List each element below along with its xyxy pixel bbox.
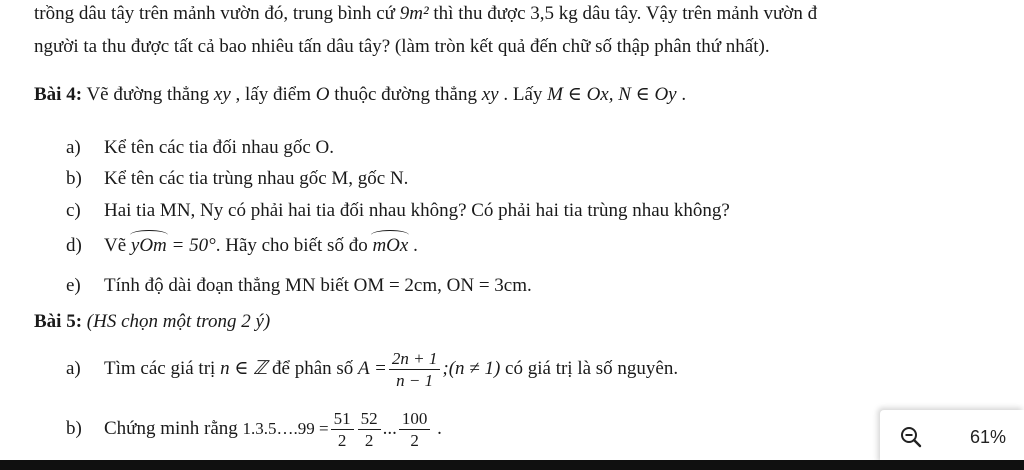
fraction-denominator: 2: [337, 431, 347, 451]
bai5-label: Bài 5:: [34, 311, 83, 332]
item-text: Chứng minh rằng: [104, 418, 243, 439]
fraction-a-label: A =: [358, 358, 387, 379]
zoom-level[interactable]: 61%: [970, 427, 1007, 447]
line-xy: xy: [213, 84, 231, 105]
fraction-denominator: n − 1: [396, 371, 434, 391]
bai5-item-a: [66, 346, 678, 392]
odd-product: 1.3.5….99 =: [242, 419, 329, 438]
fraction-numerator: 2n + 1: [389, 350, 440, 370]
angle-mox: mOx: [372, 235, 409, 256]
intro-text-end: thì thu được 3,5 kg dâu tây. Vậy trên mảnh vườn đ: [428, 3, 818, 24]
fraction-denominator: 2: [410, 431, 419, 451]
item-text: Kể tên các tia trùng nhau gốc M, gốc N.: [104, 168, 409, 189]
condition-m-n: M ∈ Ox, N ∈ Oy: [547, 84, 677, 105]
item-text: Tìm các giá trị: [104, 358, 221, 379]
intro-line-1: [34, 3, 817, 25]
item-text: . Hãy cho biết số đo: [215, 235, 373, 256]
fraction-a: [389, 350, 440, 389]
item-text: .: [408, 235, 418, 256]
item-letter: b): [66, 418, 82, 439]
line-xy: xy: [481, 84, 499, 105]
bottom-bar: [0, 460, 1024, 470]
item-letter: a): [66, 137, 81, 158]
fraction-52-2: [358, 410, 381, 449]
fraction-numerator: 100: [399, 410, 431, 430]
bai4-text: . Lấy: [498, 84, 548, 105]
item-text: .: [432, 418, 442, 439]
bai4-item-d: [66, 235, 418, 257]
angle-yom: yOm: [130, 235, 167, 256]
zoom-out-icon[interactable]: [900, 426, 922, 448]
item-letter: a): [66, 358, 81, 379]
area-unit: 9m²: [399, 3, 429, 24]
item-text: có giá trị là số nguyên.: [500, 358, 679, 379]
intro-text: trồng dâu tây trên mảnh vườn đó, trung bình cứ: [34, 3, 400, 24]
condition-n-integer: n ∈ ℤ: [220, 358, 268, 379]
fraction-denominator: 2: [364, 431, 374, 451]
bai5-note: (HS chọn một trong 2 ý): [82, 311, 271, 332]
item-text: Tính độ dài đoạn thẳng MN biết OM = 2cm, ON = 3cm.: [104, 275, 532, 296]
zoom-control: [880, 410, 1024, 464]
bai4-heading: [34, 84, 686, 106]
bai4-item-b: [66, 168, 408, 190]
point-o: O: [315, 84, 330, 105]
item-letter: b): [66, 168, 82, 189]
ellipsis: ...: [382, 418, 397, 439]
item-letter: d): [66, 235, 82, 256]
condition-n-not-1: ;(n ≠ 1): [442, 358, 501, 379]
bai5-heading: [34, 311, 270, 333]
bai4-item-e: [66, 275, 532, 297]
bai4-text: .: [676, 84, 687, 105]
item-text: Vẽ: [104, 235, 131, 256]
fraction-51-2: [331, 410, 354, 449]
item-text: Kể tên các tia đối nhau gốc O.: [104, 137, 335, 158]
bai4-text: , lấy điểm: [230, 84, 316, 105]
bai4-item-c: [66, 200, 730, 222]
item-letter: e): [66, 275, 81, 296]
fraction-numerator: 51: [331, 410, 354, 430]
item-letter: c): [66, 200, 81, 221]
bai5-item-b: [66, 406, 442, 452]
intro-line-2: người ta thu được tất cả bao nhiêu tấn dâu tây? (làm tròn kết quả đến chữ số thập phân thứ nhất).: [34, 36, 770, 57]
bai4-text: Vẽ đường thẳng: [82, 84, 214, 105]
item-text: để phân số: [267, 358, 359, 379]
fraction-numerator: 52: [358, 410, 381, 430]
angle-value: = 50°: [166, 235, 216, 256]
item-text: Hai tia MN, Ny có phải hai tia đối nhau không? Có phải hai tia trùng nhau không?: [104, 200, 730, 221]
bai4-item-a: [66, 137, 334, 159]
bai4-text: thuộc đường thẳng: [329, 84, 482, 105]
bai4-label: Bài 4:: [34, 84, 83, 105]
fraction-100-2: [399, 410, 431, 449]
